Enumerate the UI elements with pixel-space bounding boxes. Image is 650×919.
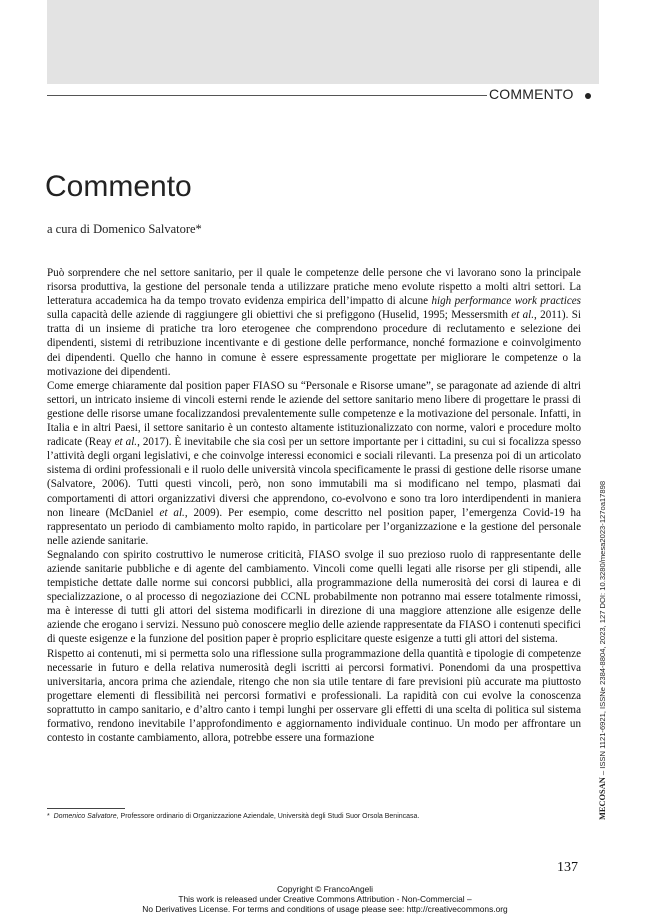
text-run: Come emerge chiaramente dal position paper FIASO su “Personale e Risorse umane”, se paragonate ad aziende di altri settori, un intricato insieme di vincoli esterni rende le aziende del settore sanitario meno libere di progettare le prassi di gestione delle risorse umane focalizzandosi prevalentemente sulle competenze e la motivazione del personale. Infatti, in Italia e in altri Paesi, il settore sanitario è un contesto altamente istituzionalizzato con norme, valori e procedure molto radicate (Reay: [47, 379, 581, 449]
page-number: 137: [557, 860, 578, 875]
paragraph: [47, 548, 581, 647]
section-dot: [585, 93, 591, 99]
text-run: , 2009). Per esempio, come descritto nel position paper, l’emergenza Covid-19 ha rappresentato un periodo di cambiamento molto rapido, in particolare per l’organizzazione e la gestione del personale nelle aziende sanitarie.: [47, 506, 581, 547]
footnote-author: Domenico Salvatore: [53, 813, 117, 820]
copyright-notice: [0, 884, 650, 914]
text-run: Rispetto ai contenuti, mi si permetta solo una riflessione sulla programmazione della quantità e tipologie di competenze necessarie in futuro e della relativa numerosità degli iscritti ai percorsi formativi. Ponendomi da una prospettiva universitaria, ancora prima che aziendale, ritengo che non sia utile tentare di fare previsioni più accurate ma piuttosto progettare elementi di flessibilità nei percorsi formativi e professionali. La rapidità con cui evolve la conoscenza soprattutto in campo sanitario, e d’altro canto i tempi lunghi per osservare gli effetti di una scelta di politica sul sistema formativo, rendono inevitabile l’approfondimento e aggiornamento individuale continuo. Un modo per affrontare un contesto in costante cambiamento, allora, potrebbe essere una formazione: [47, 647, 581, 745]
paragraph: [47, 647, 581, 746]
text-run: , 2017). È inevitabile che sia così per un settore importante per i cittadini, su cui si focalizza spesso l’attività degli organi legislativi, e che coinvolge interessi economici e sociali rilevanti. La presenza poi di un articolato sistema di ordini professionali e il ruolo delle università vincola specificamente le prassi di gestione delle risorse umane (Salvatore, 2006). Tutti questi vincoli, però, non sono immutabili ma si modificano nel tempo, plasmati dai comportamenti di attori organizzativi diversi che apprendono, co-evolvono e sono tra loro interdipendenti in maniera non lineare (McDaniel: [47, 436, 581, 519]
footnote: [47, 813, 587, 820]
article-body: [47, 266, 581, 745]
license-terms-line: No Derivatives License. For terms and conditions of usage please see: http://creativecommons.org: [142, 904, 508, 914]
license-line: This work is released under Creative Commons Attribution - Non-Commercial –: [178, 894, 472, 904]
journal-name: MECOSAN: [598, 777, 607, 820]
italic-run: et al.: [511, 309, 535, 322]
text-run: Può sorprendere che nel settore sanitario, per il quale le competenze delle persone che vi lavorano sono la principale risorsa produttiva, la gestione del personale tenda a utilizzare pratiche meno evolute rispetto a molti altri settori. La letteratura accademica ha da tempo trovato evidenza empirica dell’impatto di alcune: [47, 267, 581, 308]
paragraph: [47, 266, 581, 379]
italic-run: et al.: [114, 436, 138, 449]
header-band: [47, 0, 599, 84]
copyright-line: Copyright © FrancoAngeli: [276, 884, 373, 894]
text-run: , 2011). Si tratta di un insieme di pratiche tra loro eterogenee che comprendono procedure di reclutamento e selezione dei dipendenti, sistemi di retribuzione incentivante e di gestione delle performance, nonché formazione e coinvolgimento dei dipendenti. Quello che hanno in comune è essere espressamente progettate per migliorare le competenze o la motivazione dei dipendenti.: [47, 309, 581, 378]
article-title: Commento: [45, 170, 192, 203]
italic-run: high performance work practices: [431, 295, 582, 308]
byline: a cura di Domenico Salvatore*: [47, 222, 202, 236]
section-label: COMMENTO: [489, 86, 574, 102]
footnote-text: , Professore ordinario di Organizzazione Aziendale, Università degli Studi Suor Orsola Benincasa.: [116, 813, 420, 820]
italic-run: et al.: [159, 506, 185, 519]
journal-details: – ISSN 1121-6921, ISSNe 2384-8804, 2023, 127 DOI: 10.3280/mesa2023-127oa17898: [598, 480, 607, 778]
paragraph: [47, 379, 581, 548]
footnote-rule: [47, 808, 125, 809]
journal-metadata: [598, 481, 607, 820]
text-run: sulla capacità delle aziende di raggiungere gli obiettivi che si prefiggono (Huselid, 1995; Messersmith: [47, 309, 512, 322]
footnote-marker: *: [47, 813, 50, 820]
text-run: Segnalando con spirito costruttivo le numerose criticità, FIASO svolge il suo prezioso ruolo di rappresentante delle aziende sanitarie pubbliche e di agente del cambiamento. Vincoli come quelli legati alle risorse per gli stipendi, alle tempistiche dettate dalle norme sui concorsi pubblici, alla programmazione della numerosità dei corsi di laurea e di specializzazione, o al processo di negoziazione dei CCNL probabilmente non potranno mai essere totalmente rimossi, ma è interesse di tutti gli attori del sistema modificarli in direzione di una maggiore attenzione alle esigenze delle aziende che erogano i servizi. Nessuno può conoscere meglio delle aziende rappresentate da FIASO i contenuti specifici di queste esigenze e la funzione del position paper è proprio esplicitare queste esigenze a tutti gli attori del sistema.: [47, 548, 581, 646]
section-rule: [47, 95, 487, 96]
